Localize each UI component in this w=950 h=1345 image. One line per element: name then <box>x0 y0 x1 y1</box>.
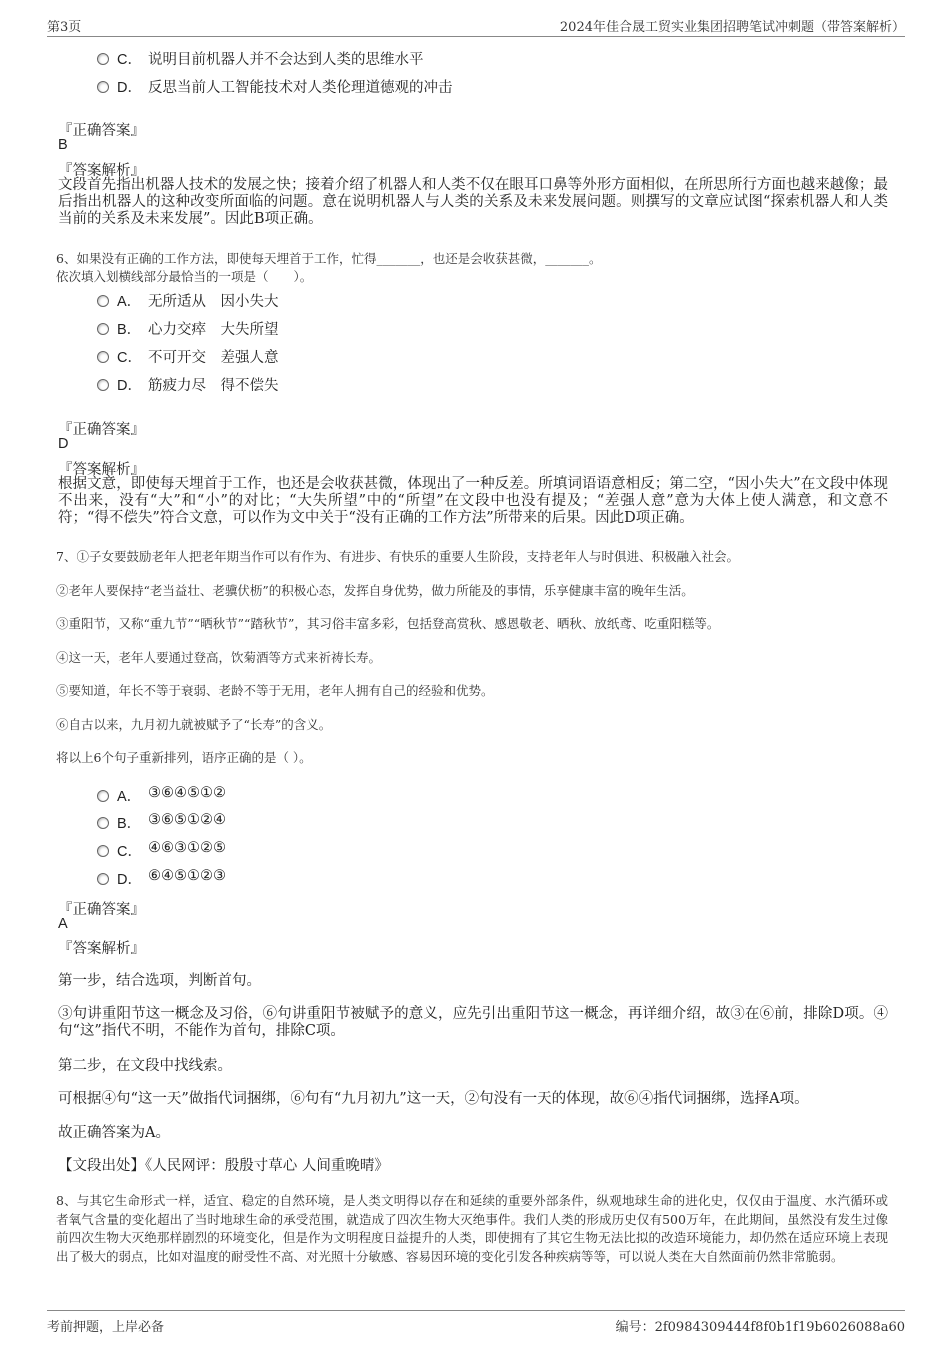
page-header <box>47 16 905 37</box>
radio-icon[interactable] <box>97 351 109 363</box>
option-text: 筋疲力尽 得不偿失 <box>148 378 279 394</box>
q7-analysis-step-1-detail: ③句讲重阳节这一概念及习俗，⑥句讲重阳节被赋予的意义，应先引出重阳节这一概念，再详细介绍，故③在⑥前，排除D项。④句“这”指代不明，不能作为首句，排除C项。 <box>58 1006 888 1039</box>
q6-answer-label: 『正确答案』 <box>58 422 145 438</box>
option-letter: D． <box>117 378 142 394</box>
radio-icon[interactable] <box>97 81 109 93</box>
q5-answer: B <box>58 137 68 153</box>
q5-answer-label: 『正确答案』 <box>58 123 145 139</box>
document-id: 编号：2f0984309444f8f0b1f19b6026088a60 <box>615 1320 905 1335</box>
q6-answer: D <box>58 436 69 452</box>
radio-icon[interactable] <box>97 873 109 885</box>
option-letter: B． <box>117 322 142 338</box>
option-letter: A． <box>117 789 142 805</box>
q7-sentence-1: 7、①子女要鼓励老年人把老年期当作可以有作为、有进步、有快乐的重要人生阶段，支持老年人与时俱进、积极融入社会。 <box>56 549 739 564</box>
option-letter: C． <box>117 52 142 68</box>
q7-sentence-4: ④这一天，老年人要通过登高，饮菊酒等方式来祈祷长寿。 <box>56 650 382 665</box>
q7-analysis-source: 【文段出处】《人民网评：殷殷寸草心 人间重晚晴》 <box>58 1158 389 1174</box>
option-text: 反思当前人工智能技术对人类伦理道德观的冲击 <box>148 80 453 96</box>
q7-analysis-step-2-detail: 可根据④句“这一天”做指代词捆绑，⑥句有“九月初九”这一天，②句没有一天的体现，故⑥④指代词捆绑，选择A项。 <box>58 1091 809 1107</box>
q7-instruction: 将以上6个句子重新排列，语序正确的是（ ）。 <box>56 750 312 765</box>
option-text: ⑥④⑤①②③ <box>148 868 226 884</box>
radio-icon[interactable] <box>97 379 109 391</box>
footer-slogan: 考前押题，上岸必备 <box>47 1320 165 1335</box>
page-footer <box>47 1310 905 1333</box>
option-letter: D． <box>117 80 142 96</box>
q5-analysis: 文段首先指出机器人技术的发展之快；接着介绍了机器人和人类不仅在眼耳口鼻等外形方面相似，在所思所行方面也越来越像；最后指出机器人的这种改变所面临的问题。意在说明机器人与人类的关系及未来发展问题。则撰写的文章应试图“探索机器人和人类当前的关系及未来发展”。因此B项正确。 <box>58 177 888 227</box>
q7-sentence-6: ⑥自古以来，九月初九就被赋予了“长寿”的含义。 <box>56 717 332 732</box>
radio-icon[interactable] <box>97 790 109 802</box>
page-number: 第3页 <box>47 20 82 35</box>
q6-analysis: 根据文意，即使每天埋首于工作，也还是会收获甚微，体现出了一种反差。所填词语语意相反；第二空，“因小失大”在文段中体现不出来，没有“大”和“小”的对比；“大失所望”中的“所望”在文段中也没有提及；“差强人意”意为大体上使人满意，和文意不符；“得不偿失”符合文意，可以作为文中关于“没有正确的工作方法”所带来的后果。因此D项正确。 <box>58 476 888 526</box>
option-letter: C． <box>117 844 142 860</box>
option-text: ④⑥③①②⑤ <box>148 840 226 856</box>
radio-icon[interactable] <box>97 323 109 335</box>
q5-analysis-label: 『答案解析』 <box>58 163 145 179</box>
radio-icon[interactable] <box>97 295 109 307</box>
q6-analysis-label: 『答案解析』 <box>58 462 145 478</box>
option-letter: A． <box>117 294 142 310</box>
option-letter: B． <box>117 816 142 832</box>
option-text: 不可开交 差强人意 <box>148 350 279 366</box>
q6-stem: 6、如果没有正确的工作方法，即使每天埋首于工作，忙得_______，也还是会收获甚微，_______。 <box>56 251 602 266</box>
radio-icon[interactable] <box>97 817 109 829</box>
document-title: 2024年佳合晟工贸实业集团招聘笔试冲刺题（带答案解析） <box>559 20 905 35</box>
option-text: 无所适从 因小失大 <box>148 294 279 310</box>
radio-icon[interactable] <box>97 53 109 65</box>
radio-icon[interactable] <box>97 845 109 857</box>
q7-sentence-3: ③重阳节，又称“重九节”“晒秋节”“踏秋节”，其习俗丰富多彩，包括登高赏秋、感恩敬老、晒秋、放纸鸢、吃重阳糕等。 <box>56 616 720 631</box>
option-text: ③⑥④⑤①② <box>148 785 226 801</box>
option-letter: C． <box>117 350 142 366</box>
q6-instruction: 依次填入划横线部分最恰当的一项是（ ）。 <box>56 269 313 284</box>
q7-sentence-2: ②老年人要保持“老当益壮、老骥伏枥”的积极心态，发挥自身优势，做力所能及的事情，乐享健康丰富的晚年生活。 <box>56 583 694 598</box>
q7-analysis-step-2: 第二步，在文段中找线索。 <box>58 1058 232 1074</box>
option-letter: D． <box>117 872 142 888</box>
q7-answer: A <box>58 916 68 932</box>
option-text: 心力交瘁 大失所望 <box>148 322 279 338</box>
q7-analysis-step-1: 第一步，结合选项，判断首句。 <box>58 973 261 989</box>
option-text: 说明目前机器人并不会达到人类的思维水平 <box>148 52 424 68</box>
q7-analysis-label: 『答案解析』 <box>58 941 145 957</box>
q7-answer-label: 『正确答案』 <box>58 902 145 918</box>
q7-sentence-5: ⑤要知道，年长不等于衰弱、老龄不等于无用，老年人拥有自己的经验和优势。 <box>56 683 494 698</box>
q8-stem: 8、与其它生命形式一样，适宜、稳定的自然环境，是人类文明得以存在和延续的重要外部条件，纵观地球生命的进化史，仅仅由于温度、水汽循环或者氧气含量的变化超出了当时地球生命的承受范围，就造成了四次生物大灭绝事件。我们人类的形成历史仅有500万年，在此期间，虽然没有发生过像前四次生物大灭绝那样剧烈的环境变化，但是作为文明程度日益提升的人类，即使拥有了其它生物无法比拟的改造环境能力，却仍然在适应环境上表现出了极大的弱点，比如对温度的耐受性不高、对光照十分敏感、容易因环境的变化引发各种疾病等等，可以说人类在大自然面前仍然非常脆弱。 <box>56 1193 888 1264</box>
q7-analysis-conclusion: 故正确答案为A。 <box>58 1125 170 1141</box>
option-text: ③⑥⑤①②④ <box>148 812 226 828</box>
